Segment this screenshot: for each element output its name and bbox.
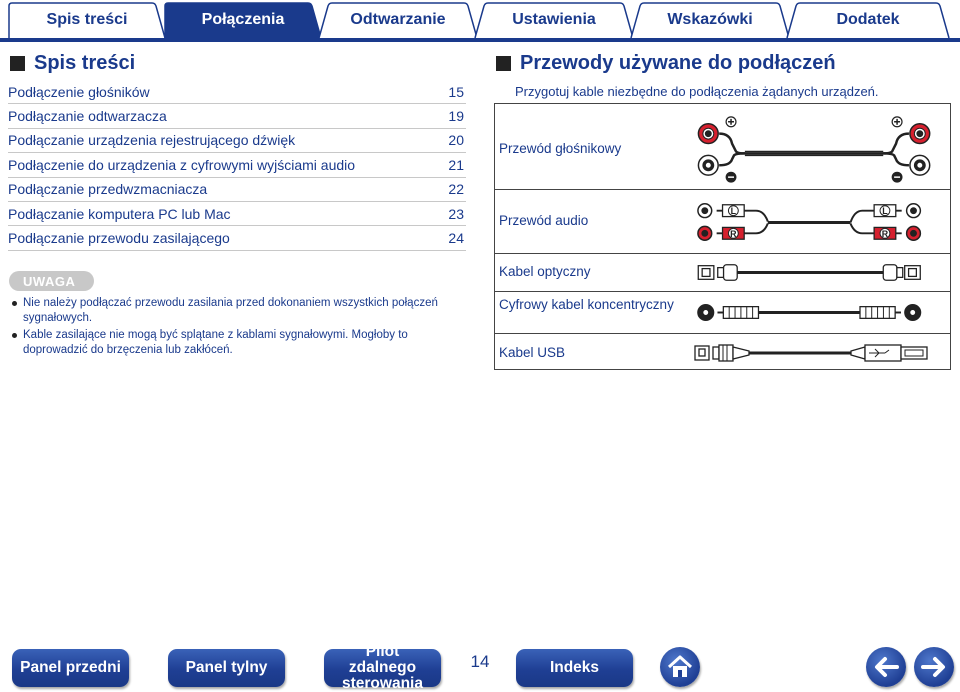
tab-spis-tresci[interactable] xyxy=(8,2,166,38)
tab-underline xyxy=(0,38,960,42)
tab-label: Spis treści xyxy=(46,11,128,28)
toc-item-label: Podłączanie przewodu zasilającego xyxy=(8,230,230,247)
cable-row-audio xyxy=(495,190,950,254)
toc-title: Spis treści xyxy=(34,52,136,74)
toc-item-page: 21 xyxy=(448,156,464,173)
toc-item-label: Podłączanie komputera PC lub Mac xyxy=(8,205,231,222)
button-label: Indeks xyxy=(549,659,600,676)
cable-row-optical xyxy=(495,254,950,292)
panel-tylny-button[interactable] xyxy=(168,649,285,687)
page-number: 14 xyxy=(470,652,490,671)
toc-item-label: Podłączanie przedwzmacniacza xyxy=(8,181,208,198)
button-label: Panel przedni xyxy=(20,659,121,676)
home-button[interactable] xyxy=(660,647,700,687)
toc-item-page: 15 xyxy=(448,83,464,100)
plug-label-l: L xyxy=(882,206,888,217)
toc-item-label: Podłączenie głośników xyxy=(8,83,150,100)
tab-label: Dodatek xyxy=(836,11,900,28)
cable-label: Kabel USB xyxy=(499,345,566,360)
button-label: Panel tylny xyxy=(185,659,268,676)
cable-row-usb xyxy=(495,334,950,371)
plug-label-r: R xyxy=(730,228,737,239)
tab-bar xyxy=(0,0,960,42)
tab-ustawienia[interactable] xyxy=(474,2,634,38)
coaxial-cable-icon xyxy=(689,292,949,333)
tab-label: Odtwarzanie xyxy=(350,11,446,28)
cable-label: Przewód audio xyxy=(499,213,589,228)
plug-label-r: R xyxy=(881,228,889,239)
toc-heading xyxy=(10,52,135,75)
prev-page-button[interactable] xyxy=(866,647,906,687)
cables-table xyxy=(494,103,951,370)
toc-item-label: Podłączenie do urządzenia z cyfrowymi wyjściami audio xyxy=(8,156,356,173)
cables-subtitle: Przygotuj kable niezbędne do podłączenia żądanych urządzeń. xyxy=(515,84,879,99)
cable-row-coaxial xyxy=(495,292,950,334)
toc-link-cyfrowe-audio[interactable] xyxy=(8,153,466,177)
toc-link-komputer[interactable] xyxy=(8,202,466,226)
indeks-button[interactable] xyxy=(516,649,633,687)
cable-row-speaker xyxy=(495,104,950,190)
toc-item-page: 19 xyxy=(448,108,464,125)
arrow-left-icon xyxy=(871,652,901,682)
square-bullet-icon xyxy=(496,56,511,71)
toc-item-label: Podłączanie odtwarzacza xyxy=(8,108,167,125)
next-page-button[interactable] xyxy=(914,647,954,687)
tab-polaczenia[interactable] xyxy=(164,2,322,38)
cable-label: Przewód głośnikowy xyxy=(499,141,622,156)
note-item: Kable zasilające nie mogą być splątane z kablami sygnałowymi. Mogłoby to doprowadzić do brzęczenia lub zakłóceń. xyxy=(10,328,470,358)
toc-link-odtwarzacz[interactable] xyxy=(8,104,466,128)
toc-item-page: 20 xyxy=(448,132,464,149)
toc-item-page: 24 xyxy=(448,230,464,247)
tab-label: Ustawienia xyxy=(512,11,596,28)
note-item: Nie należy podłączać przewodu zasilania przed dokonaniem wszystkich połączeń sygnałowych. xyxy=(10,296,470,326)
button-label: Pilot zdalnego sterowania xyxy=(342,643,423,692)
panel-przedni-button[interactable] xyxy=(12,649,129,687)
optical-cable-icon xyxy=(689,254,949,291)
cable-label: Cyfrowy kabel koncentryczny xyxy=(499,297,674,312)
audio-cable-icon xyxy=(689,190,949,253)
note-badge: UWAGA xyxy=(9,271,94,291)
square-bullet-icon xyxy=(10,56,25,71)
usb-cable-icon xyxy=(689,334,949,371)
cables-title: Przewody używane do podłączeń xyxy=(520,52,836,74)
note-list xyxy=(10,296,470,360)
toc-link-zasilanie[interactable] xyxy=(8,226,466,250)
cable-label: Kabel optyczny xyxy=(499,264,591,279)
toc-link-glosniki[interactable] xyxy=(8,80,466,104)
tab-dodatek[interactable] xyxy=(786,2,950,38)
toc-item-label: Podłączanie urządzenia rejestrującego dźwięk xyxy=(8,132,296,149)
home-icon xyxy=(665,652,695,682)
pilot-button[interactable] xyxy=(324,643,441,692)
cables-heading xyxy=(496,52,836,75)
tab-label: Połączenia xyxy=(201,11,285,28)
tab-odtwarzanie[interactable] xyxy=(318,2,478,38)
arrow-right-icon xyxy=(919,652,949,682)
tab-wskazowki[interactable] xyxy=(630,2,790,38)
toc-item-page: 22 xyxy=(448,181,464,198)
toc-item-page: 23 xyxy=(448,205,464,222)
tab-label: Wskazówki xyxy=(667,11,753,28)
plug-label-l: L xyxy=(730,206,737,217)
toc-link-przedwzmacniacz[interactable] xyxy=(8,178,466,202)
speaker-cable-icon xyxy=(689,104,949,189)
toc-list xyxy=(8,80,466,251)
toc-link-rejestrator[interactable] xyxy=(8,129,466,153)
